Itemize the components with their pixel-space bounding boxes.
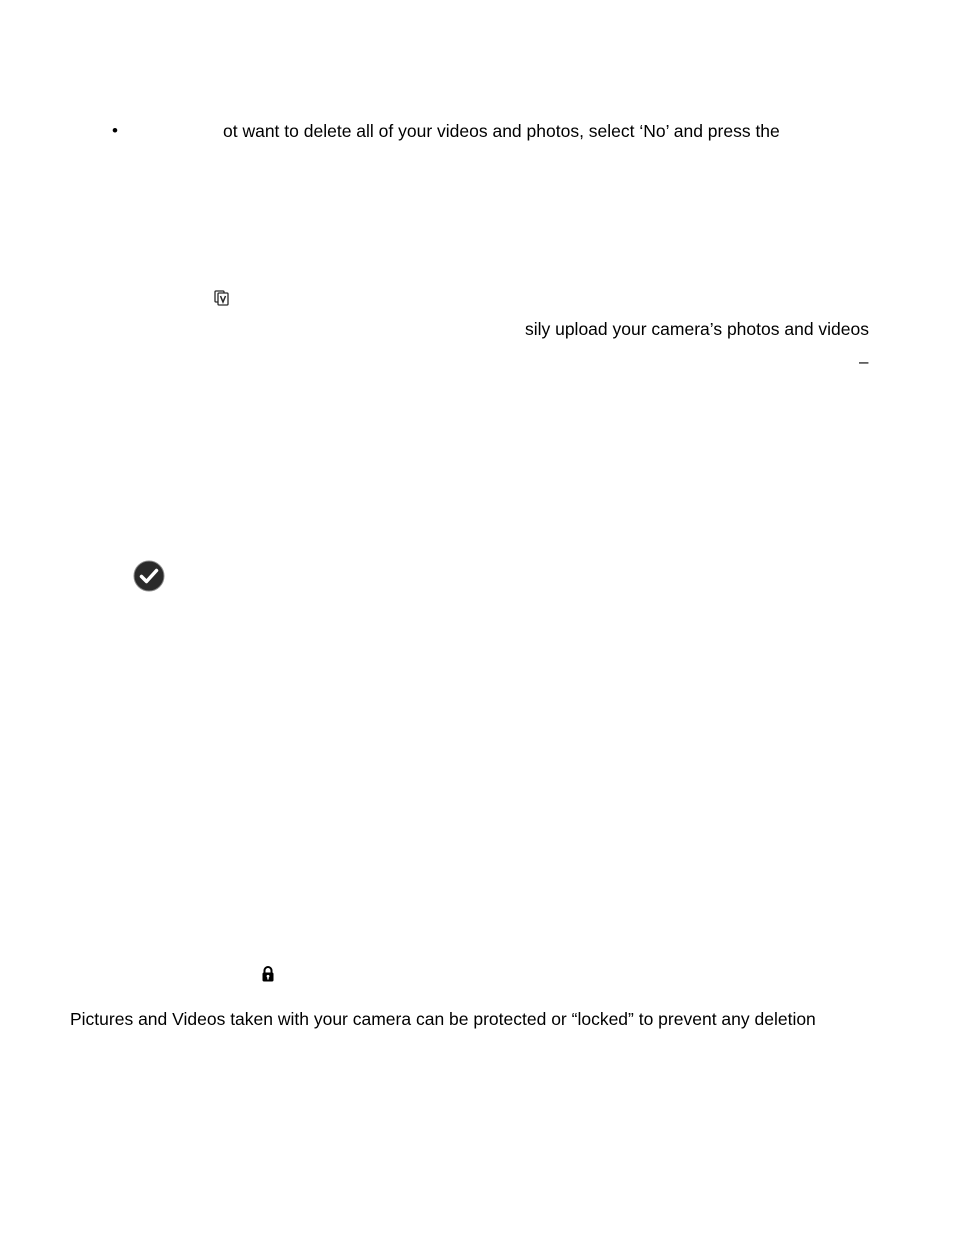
delete-instruction-text: ot want to delete all of your videos and photos, select ‘No’ and press the	[223, 121, 780, 141]
checkmark-circle-icon	[133, 560, 165, 592]
bullet-marker: •	[112, 121, 118, 140]
multi-file-icon	[214, 290, 230, 306]
dash-text: –	[859, 352, 869, 371]
protect-description-text: Pictures and Videos taken with your camera can be protected or “locked” to prevent any deletion	[70, 1009, 816, 1029]
upload-description-text: sily upload your camera’s photos and videos	[524, 319, 869, 339]
lock-icon	[261, 965, 275, 983]
